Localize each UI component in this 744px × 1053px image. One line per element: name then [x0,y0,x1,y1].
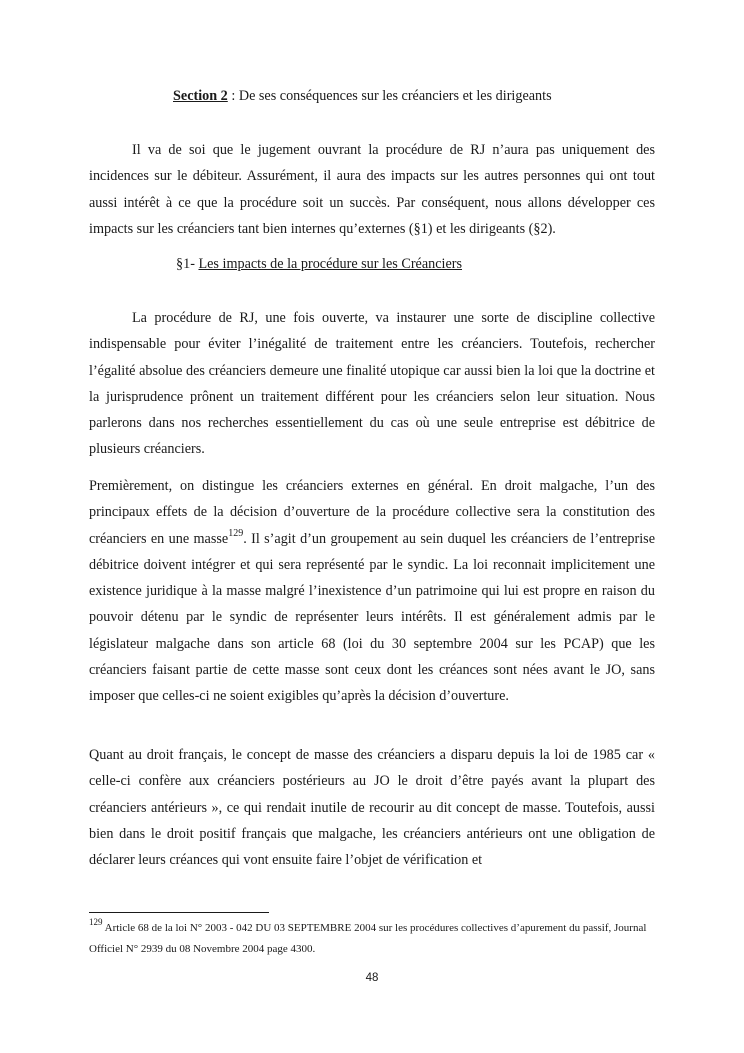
footnote-divider [89,912,269,913]
intro-paragraph: Il va de soi que le jugement ouvrant la procédure de RJ n’aura pas uniquement des incidences sur le débiteur. Assurément, il aura des impacts sur les autres personnes qui ont tout aussi intérêt à ce que la procédure soit un succès. Par conséquent, nous allons développer ces impacts sur les créanciers tant bien internes qu’externes (§1) et les dirigeants (§2). [89,142,655,237]
subsection-heading [176,256,462,273]
section-heading [173,88,552,105]
footnote-reference: 129 [228,527,244,539]
paragraph-creanciers-externes [89,473,655,710]
paragraph-droit-francais: Quant au droit français, le concept de masse des créanciers a disparu depuis la loi de 1985 car « celle-ci confère aux créanciers postérieurs au JO le droit d’être payés avant la plupart des créanciers antérieurs », ce qui rendait inutile de recourir au dit concept de masse. Toutefois, aussi bien dans le droit positif français que malgache, les créanciers antérieurs ont une obligation de déclarer leurs créances qui vont ensuite faire l’objet de vérification et [89,747,655,869]
paragraph-text-after-note: . Il s’agit d’un groupement au sein duquel les créanciers de l’entreprise débitrice doivent intégrer et qui sera représenté par le syndic. La loi reconnait implicitement une existence juridique à la masse malgré l’inexistence d’un patrimoine qui lui est propre en raison du pouvoir détenu par le syndic de représenter leurs intérêts. Il est généralement admis par le législateur malgache dans son article 68 (loi du 30 septembre 2004 sur les PCAP) que les créanciers faisant partie de cette masse sont ceux dont les créances sont nées avant le JO, sans imposer que celles-ci ne soient exigibles qu’après la décision d’ouverture. [89,530,655,705]
page-number: 48 [365,972,379,984]
footnote-text: Article 68 de la loi N° 2003 - 042 DU 03 SEPTEMBRE 2004 sur les procédures collectives d’apurement du passif, Journal Officiel N° 2939 du 08 Novembre 2004 page 4300. [89,922,647,955]
subsection-title: Les impacts de la procédure sur les Créanciers [198,256,463,272]
footnote-number: 129 [89,917,103,928]
paragraph-discipline-collective: La procédure de RJ, une fois ouverte, va instaurer une sorte de discipline collective indispensable pour éviter l’inégalité de traitement entre les créanciers. Toutefois, rechercher l’égalité absolue des créanciers demeure une finalité utopique car aussi bien la loi que la doctrine et la jurisprudence prônent un traitement différent pour les créanciers selon leur situation. Nous parlerons dans nos recherches essentiellement du cas où une seule entreprise est débitrice de plusieurs créanciers. [89,310,655,458]
section-label: Section 2 [173,88,228,104]
subsection-number: §1- [176,256,199,272]
section-heading-text: : De ses conséquences sur les créanciers et les dirigeants [227,88,552,104]
footnote [89,918,655,960]
paragraph-text-before-note: Premièrement, on distingue les créanciers externes en général. En droit malgache, l’un des principaux effets de la décision d’ouverture de la procédure collective sera la constitution des créanciers en une masse [89,478,655,547]
